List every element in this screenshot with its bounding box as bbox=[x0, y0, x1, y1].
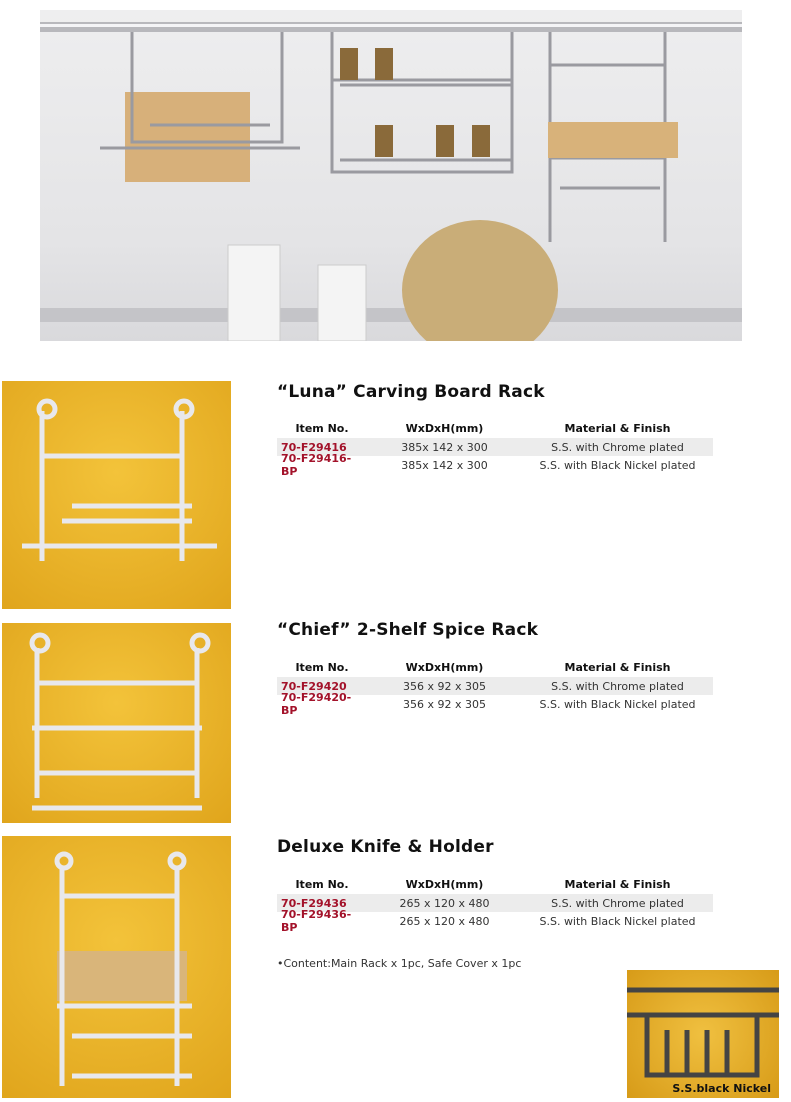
hero-illustration bbox=[40, 10, 742, 341]
material: S.S. with Chrome plated bbox=[551, 679, 684, 693]
material: S.S. with Chrome plated bbox=[551, 440, 684, 454]
material: S.S. with Chrome plated bbox=[551, 896, 684, 910]
spec-table bbox=[277, 874, 713, 934]
item-no: 70-F29416-BP bbox=[281, 452, 352, 478]
header-item-no: Item No. bbox=[295, 660, 349, 674]
product-photo-luna bbox=[2, 381, 231, 609]
product-title: “Chief” 2-Shelf Spice Rack bbox=[277, 620, 539, 640]
item-no: 70-F29436 bbox=[281, 896, 347, 910]
header-dimensions: WxDxH(mm) bbox=[405, 877, 484, 891]
inset-label: S.S.black Nickel bbox=[672, 1082, 771, 1095]
item-no: 70-F29420-BP bbox=[281, 691, 352, 717]
hero-photo bbox=[40, 10, 742, 341]
product-title: Deluxe Knife & Holder bbox=[277, 837, 494, 857]
header-material: Material & Finish bbox=[564, 877, 671, 891]
table-row bbox=[277, 908, 713, 934]
dimensions: 356 x 92 x 305 bbox=[403, 679, 486, 693]
product-title: “Luna” Carving Board Rack bbox=[277, 382, 545, 402]
material: S.S. with Black Nickel plated bbox=[539, 697, 696, 711]
inset-photo-black-nickel bbox=[627, 970, 779, 1098]
dimensions: 385x 142 x 300 bbox=[401, 440, 488, 454]
table-row bbox=[277, 452, 713, 478]
header-item-no: Item No. bbox=[295, 877, 349, 891]
content-note: •Content:Main Rack x 1pc, Safe Cover x 1pc bbox=[277, 957, 522, 970]
header-material: Material & Finish bbox=[564, 421, 671, 435]
item-no: 70-F29416 bbox=[281, 440, 347, 454]
dimensions: 385x 142 x 300 bbox=[401, 458, 488, 472]
product-photo-knife bbox=[2, 836, 231, 1098]
item-no: 70-F29436-BP bbox=[281, 908, 352, 934]
header-dimensions: WxDxH(mm) bbox=[405, 660, 484, 674]
spec-table bbox=[277, 418, 713, 478]
dimensions: 265 x 120 x 480 bbox=[399, 914, 490, 928]
table-row bbox=[277, 691, 713, 717]
spec-table bbox=[277, 657, 713, 717]
header-material: Material & Finish bbox=[564, 660, 671, 674]
item-no: 70-F29420 bbox=[281, 679, 347, 693]
dimensions: 265 x 120 x 480 bbox=[399, 896, 490, 910]
header-item-no: Item No. bbox=[295, 421, 349, 435]
material: S.S. with Black Nickel plated bbox=[539, 914, 696, 928]
material: S.S. with Black Nickel plated bbox=[539, 458, 696, 472]
header-dimensions: WxDxH(mm) bbox=[405, 421, 484, 435]
product-photo-chief bbox=[2, 623, 231, 823]
dimensions: 356 x 92 x 305 bbox=[403, 697, 486, 711]
